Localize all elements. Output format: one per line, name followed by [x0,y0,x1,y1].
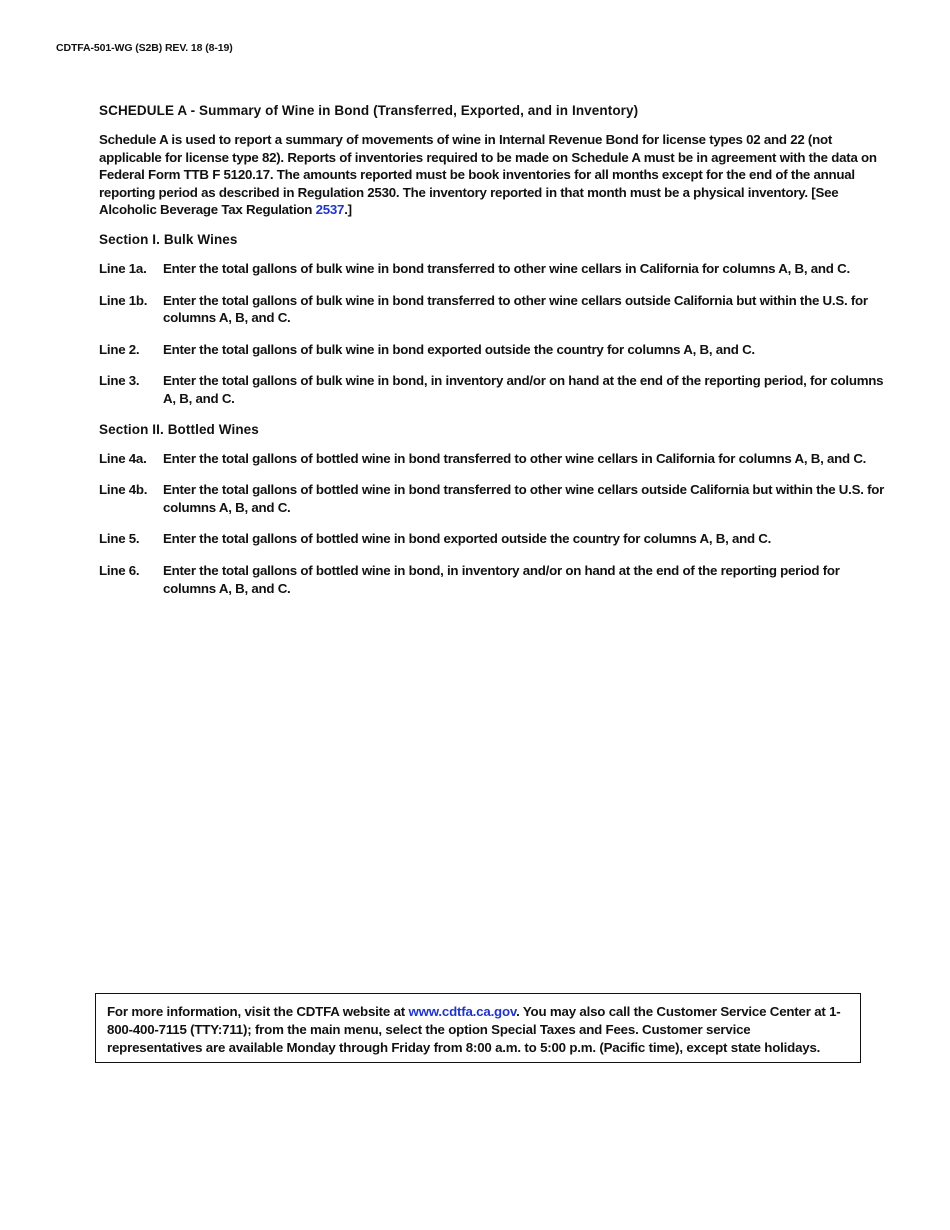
info-text-after: . You may also call the Customer Service Center at 1-800-400-7115 (TTY:711); from the main menu, select the option Special Taxes and Fees. Customer service representatives are available Monday through Friday from 8:00 a.m. to 5:00 p.m. (Pacific time), except state holidays. [107,1004,841,1055]
line-item [99,372,889,407]
section-title-bottled-wines: Section II. Bottled Wines [99,421,259,437]
info-text-before: For more information, visit the CDTFA website at [107,1004,409,1019]
line-item [99,260,889,278]
line-item [99,481,889,516]
cdtfa-website-link[interactable]: www.cdtfa.ca.gov [408,1004,517,1019]
line-text: Enter the total gallons of bulk wine in bond exported outside the country for columns A, B, and C. [163,341,755,357]
line-label: Line 3. [99,373,140,389]
line-text: Enter the total gallons of bulk wine in bond transferred to other wine cellars in California for columns A, B, and C. [163,260,850,276]
line-label: Line 2. [99,341,140,357]
line-text: Enter the total gallons of bottled wine in bond exported outside the country for columns A, B, and C. [163,531,772,547]
line-label: Line 4a. [99,450,147,466]
line-text: Enter the total gallons of bottled wine in bond transferred to other wine cellars in California for columns A, B, and C. [163,450,867,466]
line-item [99,341,889,359]
schedule-intro [99,131,889,219]
line-item [99,292,889,327]
line-item [99,530,889,548]
line-label: Line 4b. [99,482,148,498]
line-text: Enter the total gallons of bulk wine in bond transferred to other wine cellars outside California but within the U.S. for columns A, B, and C. [163,292,868,326]
line-text: Enter the total gallons of bottled wine in bond, in inventory and/or on hand at the end of the reporting period for columns A, B, and C. [163,562,840,596]
schedule-content [99,103,889,611]
line-label: Line 1a. [99,260,147,276]
line-label: Line 1b. [99,292,148,308]
line-text: Enter the total gallons of bottled wine in bond transferred to other wine cellars outside California but within the U.S. for columns A, B, and C. [163,482,885,515]
schedule-title: SCHEDULE A - Summary of Wine in Bond (Transferred, Exported, and in Inventory) [99,103,639,118]
form-id: CDTFA-501-WG (S2B) REV. 18 (8-19) [56,42,233,54]
line-text: Enter the total gallons of bulk wine in bond, in inventory and/or on hand at the end of the reporting period, for columns A, B, and C. [163,373,884,406]
line-label: Line 5. [99,531,140,547]
intro-end: .] [344,202,352,218]
intro-text: Schedule A is used to report a summary of movements of wine in Internal Revenue Bond for license types 02 and 22 (not applicable for license type 82). Reports of inventories required to be made on Schedule A must be in agreement with the data on Federal Form TTB F 5120.17. The amounts reported must be book inventories for all months except for the end of the annual reporting period as described in Regulation 2530. The inventory reported in that month must be a physical inventory. [See Alcoholic Beverage Tax Regulation [99,132,877,218]
regulation-2537-link[interactable]: 2537 [315,202,345,218]
line-item [99,450,889,468]
contact-info-box [95,993,861,1063]
section-title-bulk-wines: Section I. Bulk Wines [99,231,238,247]
line-label: Line 6. [99,562,140,578]
line-item [99,562,889,597]
